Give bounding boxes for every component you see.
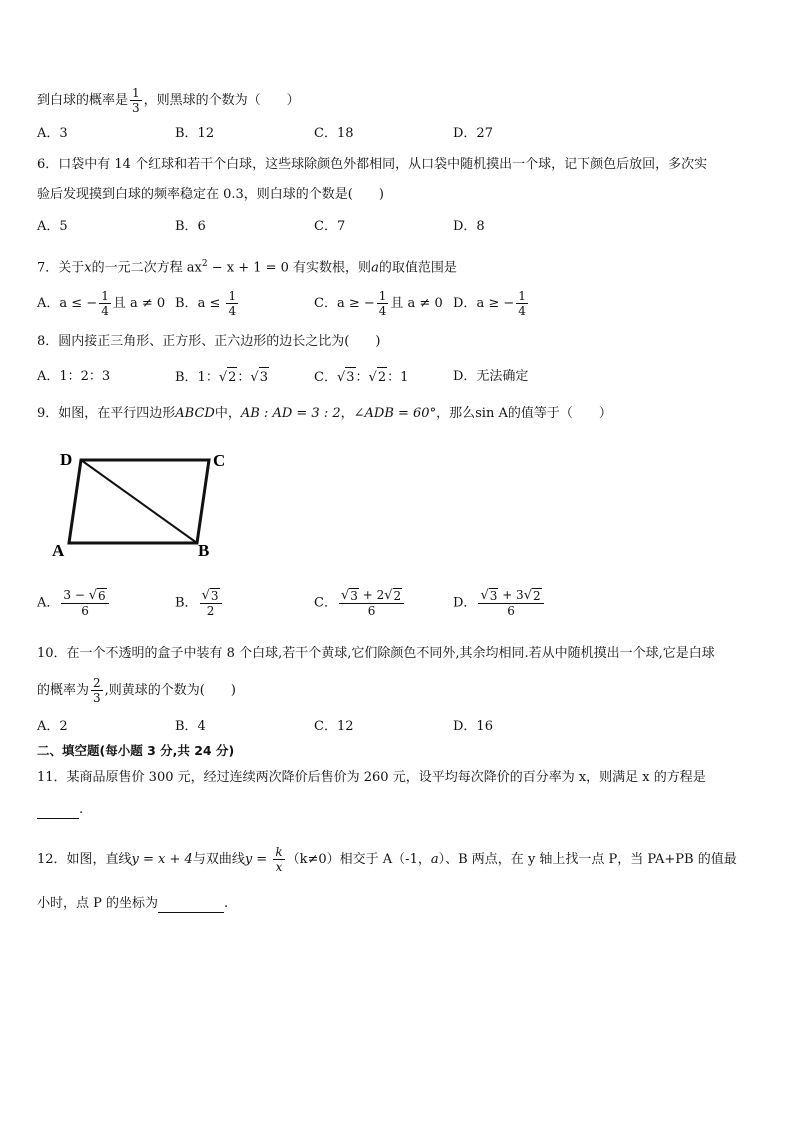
q6-line2: 验后发现摸到白球的频率稳定在 0.3，则白球的个数是( ) xyxy=(37,187,384,202)
option-d: D．a ≥ − $\frac{1}{4}$ xyxy=(453,289,526,318)
option-b: B．a ≤ $\frac{1}{4}$ xyxy=(175,289,237,318)
q6-options xyxy=(37,217,757,241)
q12-line2: 小时，点 P 的坐标为 . xyxy=(37,896,229,911)
option-a: A．5 xyxy=(37,219,68,234)
option-c: C． √ 3 + 2 √ 2 6 xyxy=(314,588,406,618)
option-b: B．12 xyxy=(175,126,215,141)
q6-line1: 6．口袋中有 14 个红球和若干个白球，这些球除颜色外都相同，从口袋中随机摸出一个球，记下颜色后放回，多次实 xyxy=(37,157,708,172)
label-d: D xyxy=(60,450,73,469)
q9-stem: 9．如图，在平行四边形ABCD中，AB : AD = 3 : 2，∠ADB = 60°，那么sin A的值等于（ ） xyxy=(37,406,612,421)
q7-stem: 7．关于x的一元二次方程 $ax^2 - x + 1 = 0$ 有实数根，则a的取值范围是 xyxy=(37,259,457,276)
q8-stem: 8．圆内接正三角形、正方形、正六边形的边长之比为( ) xyxy=(37,334,381,349)
option-d: D．27 xyxy=(453,126,493,141)
option-d: D．8 xyxy=(453,219,485,234)
q10-line1: 10．在一个不透明的盒子中装有 8 个白球,若干个黄球,它们除颜色不同外,其余均相同.若从中随机摸出一个球,它是白球 xyxy=(37,646,715,661)
q5-options xyxy=(37,124,757,148)
parallelogram-figure xyxy=(44,440,244,570)
diagonal-db xyxy=(81,460,197,543)
option-b: B．4 xyxy=(175,719,206,734)
q11-line1: 11．某商品原售价 300 元，经过连续两次降价后售价为 260 元，设平均每次降价的百分率为 x，则满足 x 的方程是 xyxy=(37,770,706,785)
option-c: C．12 xyxy=(314,719,354,734)
option-b: B．1： √ 2 ： √ 3 xyxy=(175,367,269,388)
option-c: C． √ 3 ： √ 2 ：1 xyxy=(314,367,408,388)
option-c: C．18 xyxy=(314,126,354,141)
option-a: A．1：2：3 xyxy=(37,369,111,384)
q5-stem: 到白球的概率是 $\frac{1}{3}$ ，则黑球的个数为（ ） xyxy=(37,86,300,115)
option-d: D．无法确定 xyxy=(453,369,529,384)
option-b: B． √ 3 2 xyxy=(175,588,224,618)
option-c: C．7 xyxy=(314,219,346,234)
label-c: C xyxy=(213,451,226,470)
option-a: A． 3 − √ 6 6 xyxy=(37,588,111,618)
label-b: B xyxy=(198,541,210,560)
option-d: D．16 xyxy=(453,719,493,734)
q8-options xyxy=(37,367,757,391)
q10-options xyxy=(37,717,757,741)
fraction: $\frac{1}{3}$ xyxy=(132,86,140,115)
answer-blank[interactable] xyxy=(37,804,79,819)
q7-options xyxy=(37,289,757,323)
option-a: A．2 xyxy=(37,719,68,734)
q11-line2: . xyxy=(37,801,83,819)
q10-line2: 的概率为 $\frac{2}{3}$ ,则黄球的个数为( ) xyxy=(37,676,236,705)
option-a: A．a ≤ − $\frac{1}{4}$ 且 a ≠ 0 xyxy=(37,289,166,318)
section-heading: 二、填空题(每小题 3 分,共 24 分) xyxy=(37,743,235,758)
answer-blank[interactable] xyxy=(158,898,224,913)
label-a: A xyxy=(52,541,65,560)
q9-options xyxy=(37,588,757,626)
option-b: B．6 xyxy=(175,219,206,234)
option-d: D． √ 3 + 3 √ 2 6 xyxy=(453,588,546,618)
option-c: C．a ≥ − $\frac{1}{4}$ 且 a ≠ 0 xyxy=(314,289,443,318)
q12-line1: 12．如图，直线y = x + 4与双曲线y = $\frac{k}{x}$ （k≠0）相交于 A（-1，a）、B 两点，在 y 轴上找一点 P，当 PA+PB 的值最 xyxy=(37,845,737,874)
option-a: A．3 xyxy=(37,126,68,141)
